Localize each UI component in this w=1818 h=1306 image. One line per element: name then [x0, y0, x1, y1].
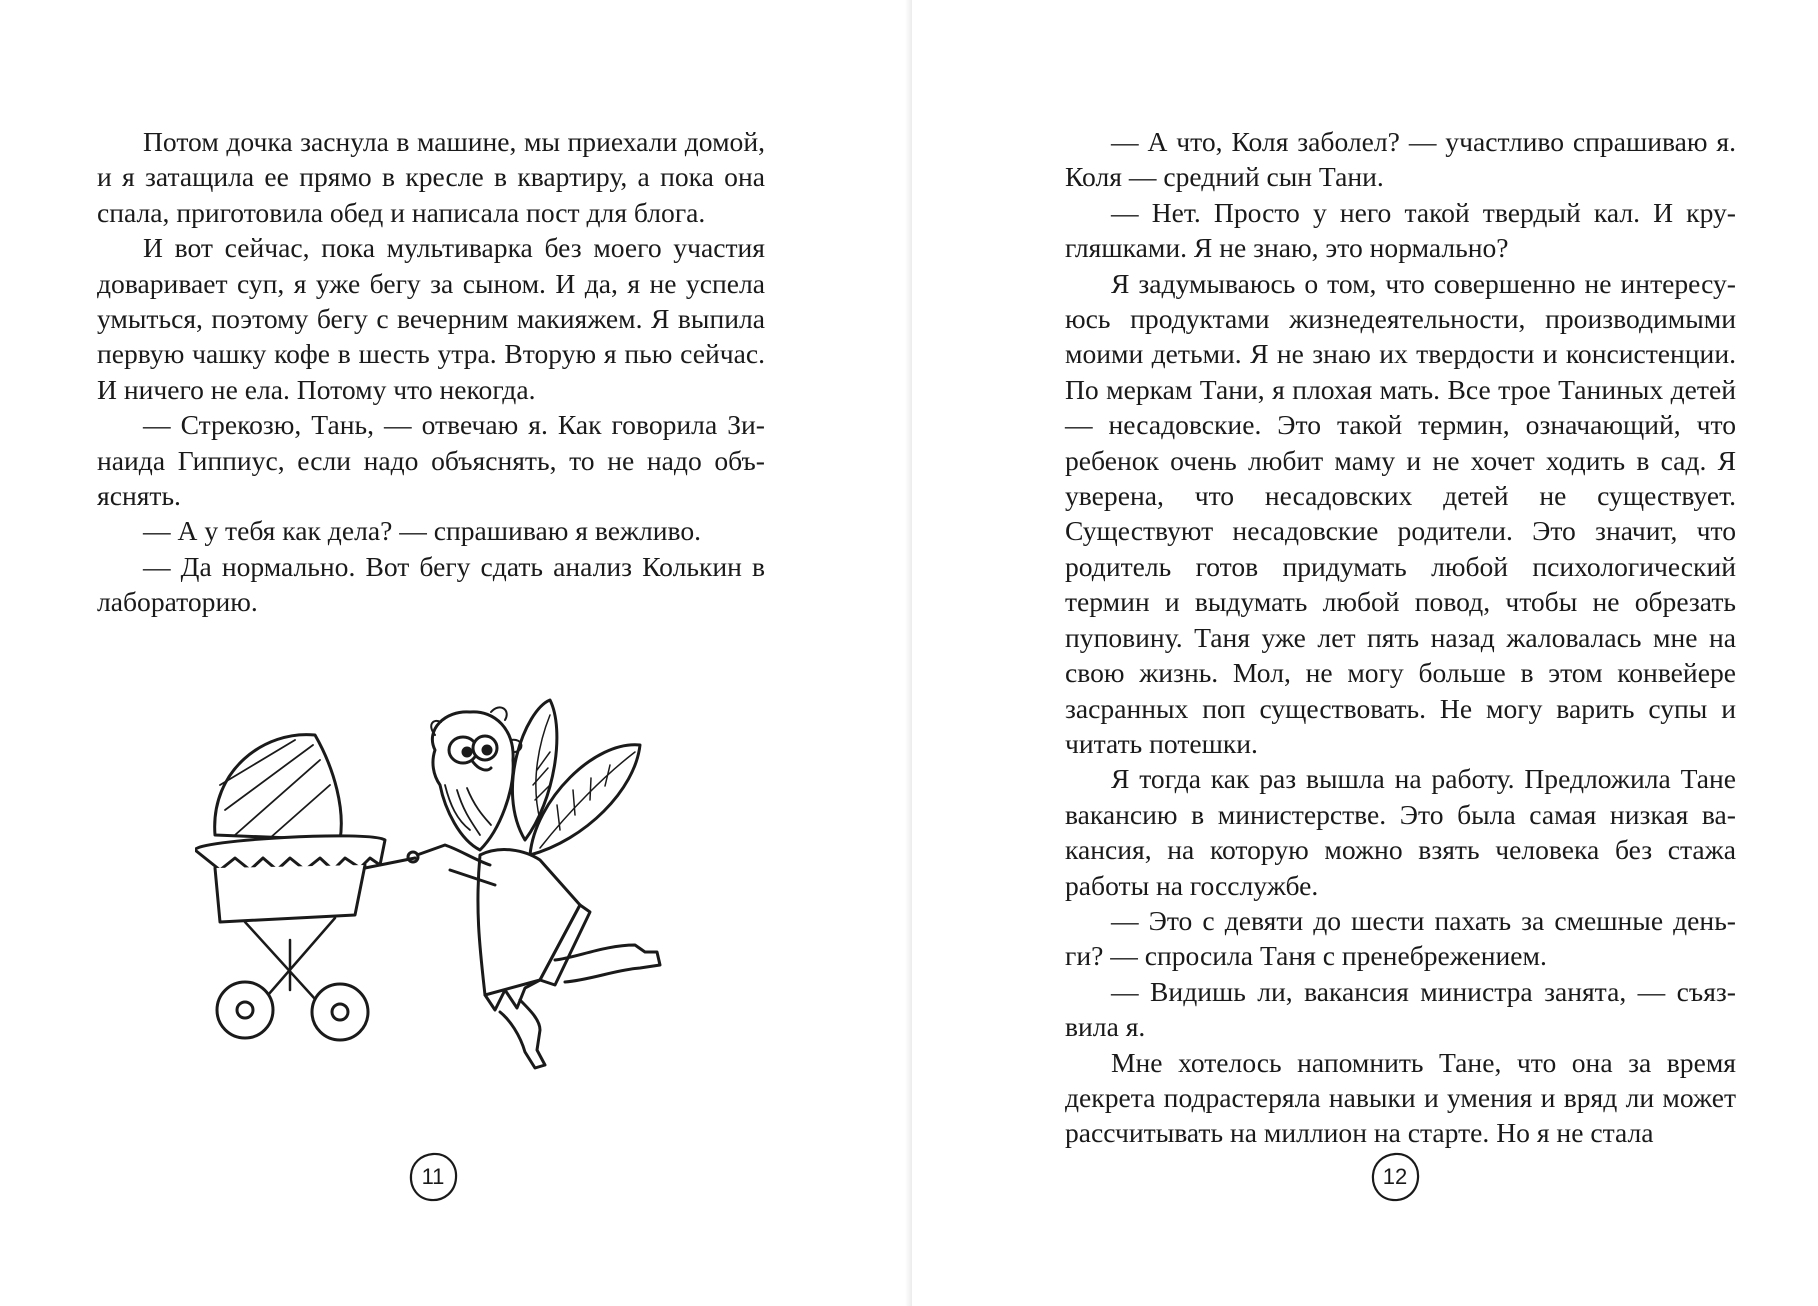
paragraph: — А что, Коля заболел? — участливо спрашиваю я. Коля — средний сын Тани. — [1065, 126, 1736, 193]
paragraph: И вот сейчас, пока мультиварка без моего участия доваривает суп, я уже бегу за сыном. И да, я не успела умыться, поэтому бегу с вечерним макияжем. Я выпила первую чашку кофе в шесть утра. Вторую я пью сейчас. И ничего не ела. Потому что некогда. — [97, 232, 765, 405]
paragraph: Я тогда как раз вышла на работу. Предложила Тане вакансию в министерстве. Это была самая низкая вакансия, на которую можно взять человека без стажа работы на госслужбе. — [1065, 763, 1736, 901]
fairy-with-stroller-illustration — [195, 690, 685, 1090]
paragraph: — Стрекозю, Тань, — отвечаю я. Как говорила Зинаида Гиппиус, если надо объяснять, то не надо объяснять. — [97, 409, 765, 512]
paragraph: — А у тебя как дела? — спрашиваю я вежливо. — [143, 515, 702, 547]
page-number — [406, 1150, 460, 1204]
paragraph: Мне хотелось напомнить Тане, что она за время декрета подрастеряла навыки и умения и вряд ли может рассчитывать на миллион на старте. Но я не стала — [1065, 1046, 1736, 1149]
page-number-text: 11 — [421, 1164, 445, 1189]
right-page-text — [1065, 124, 1736, 1151]
fairy-body — [408, 845, 660, 1068]
paragraph: — Это с девяти до шести пахать за смешные деньги? — спросила Таня с пренебрежением. — [1065, 904, 1736, 972]
fairy-head — [431, 707, 521, 850]
paragraph: Потом дочка заснула в машине, мы приехали домой, и я затащила ее прямо в кресле в квартиру, а пока она спала, приготовила обед и написала пост для блога. — [97, 126, 765, 228]
paragraph: — Да нормально. Вот бегу сдать анализ Колькин в лабораторию. — [97, 550, 765, 618]
paragraph: — Нет. Просто у него такой твердый кал. И кругляшками. Я не знаю, это нормально? — [1065, 196, 1736, 264]
page-number — [1368, 1150, 1422, 1204]
page-number-text: 12 — [1382, 1164, 1408, 1189]
left-page-text — [97, 124, 765, 620]
wings — [512, 700, 640, 855]
paragraph: Я задумываюсь о том, что совершенно не интересуюсь продуктами жизнедеятельности, производимыми моими детьми. Я не знаю их твердости и консистенции. По меркам Тани, я плохая мать. Все трое Таниных детей — несадовские. Это такой термин, означающий, что ребенок очень любит маму и не хочет ходить в сад. Я уверена, что несадовских детей не существует. Существуют несадовские родители. Это значит, что родитель готов придумать любой психологический термин и выдумать любой повод, чтобы не обрезать пуповину. Таня уже лет пять назад жаловалась мне на свою жизнь. Мол, не могу больше в этом конвейере засранных поп существовать. Не могу варить супы и читать потешки. — [1065, 267, 1736, 759]
paragraph: — Видишь ли, вакансия министра занята, — съязвила я. — [1065, 975, 1736, 1043]
right-page — [912, 0, 1818, 1306]
stroller — [195, 735, 415, 1040]
